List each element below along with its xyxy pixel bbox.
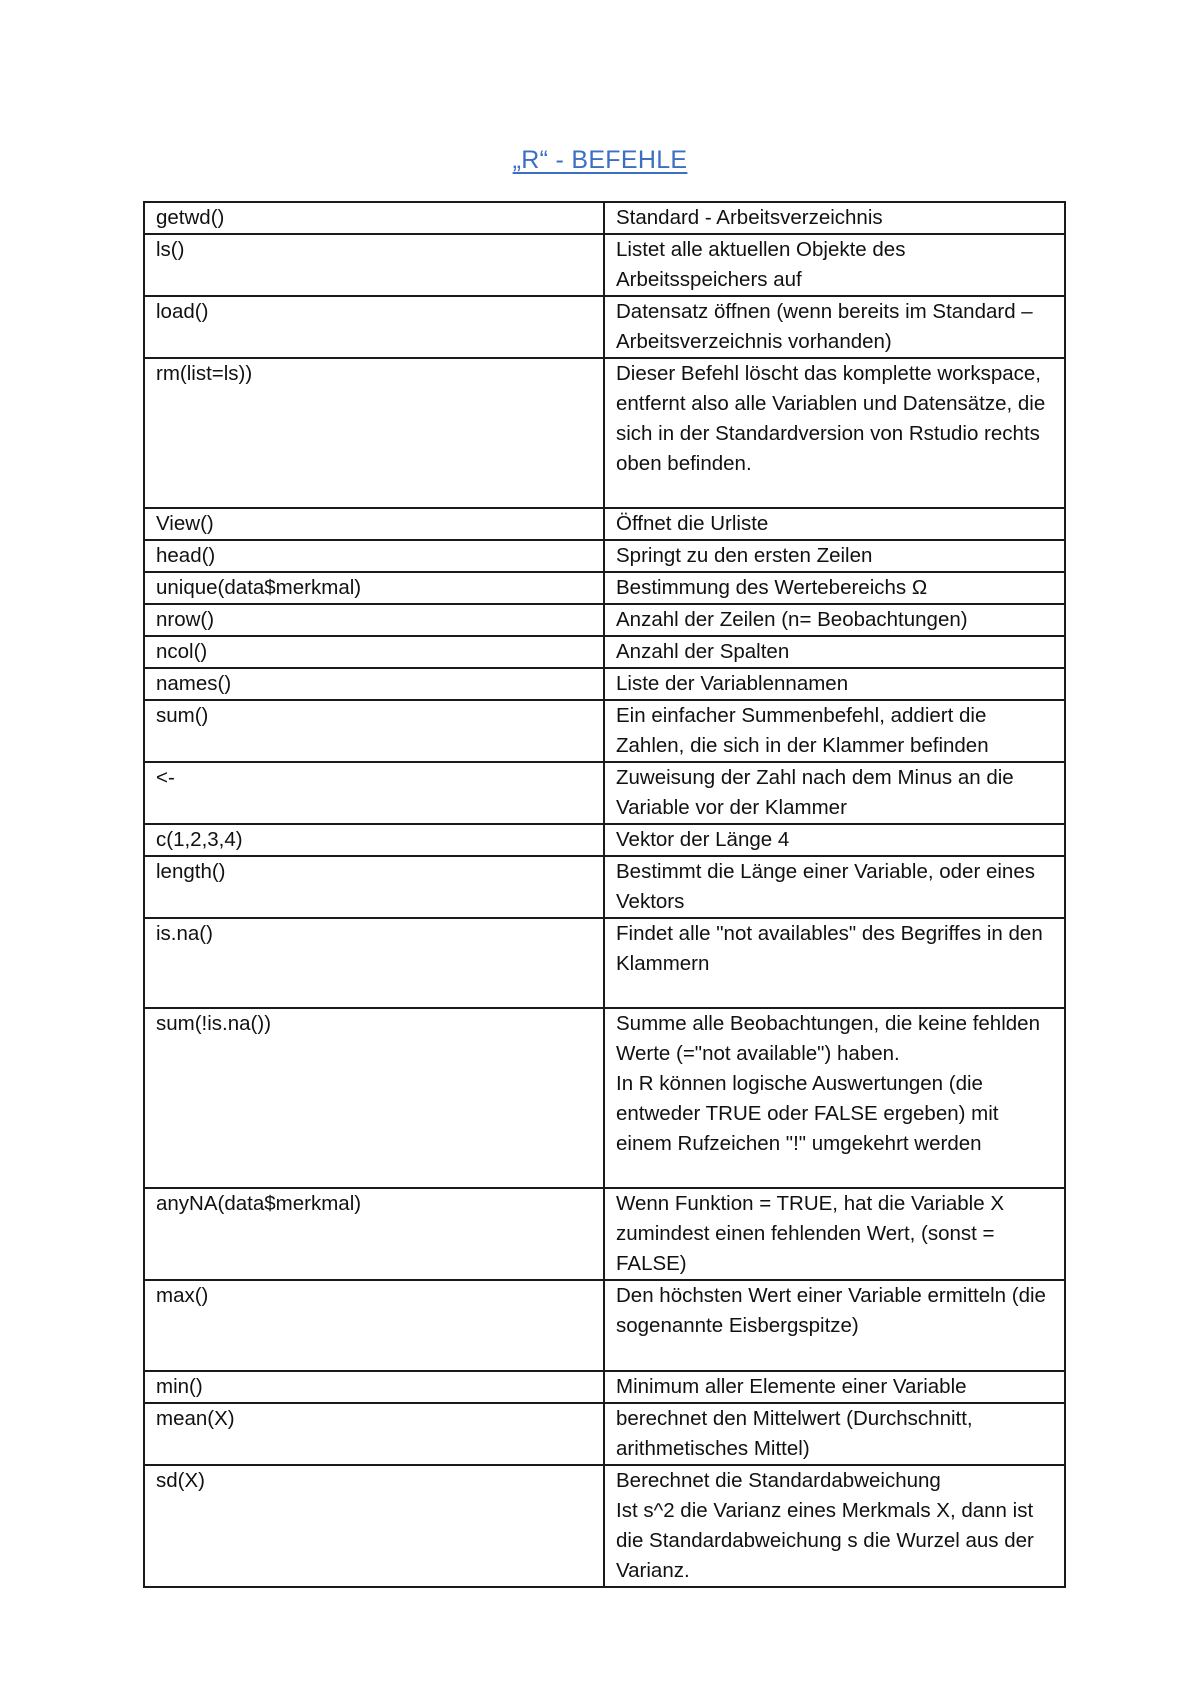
table-row [144, 296, 1065, 358]
description-cell: Minimum aller Elemente einer Variable [604, 1371, 1065, 1403]
description-cell: Wenn Funktion = TRUE, hat die Variable X zumindest einen fehlenden Wert, (sonst = FALSE) [604, 1188, 1065, 1280]
command-cell: getwd() [144, 202, 604, 234]
command-cell: is.na() [144, 918, 604, 1008]
table-row [144, 358, 1065, 508]
description-cell: Datensatz öffnen (wenn bereits im Standard – Arbeitsverzeichnis vorhanden) [604, 296, 1065, 358]
table-row [144, 1188, 1065, 1280]
command-cell: length() [144, 856, 604, 918]
description-cell: Den höchsten Wert einer Variable ermitteln (die sogenannte Eisbergspitze) [604, 1280, 1065, 1371]
description-cell: Standard - Arbeitsverzeichnis [604, 202, 1065, 234]
description-cell: Vektor der Länge 4 [604, 824, 1065, 856]
description-cell: Öffnet die Urliste [604, 508, 1065, 540]
table-row [144, 918, 1065, 1008]
description-cell: Bestimmt die Länge einer Variable, oder eines Vektors [604, 856, 1065, 918]
command-cell: View() [144, 508, 604, 540]
command-cell: anyNA(data$merkmal) [144, 1188, 604, 1280]
table-row [144, 856, 1065, 918]
command-cell: names() [144, 668, 604, 700]
description-cell: Dieser Befehl löscht das komplette workspace, entfernt also alle Variablen und Datensätze, die sich in der Standardversion von Rstudio rechts oben befinden. [604, 358, 1065, 508]
command-cell: <- [144, 762, 604, 824]
table-row [144, 1008, 1065, 1188]
command-cell: unique(data$merkmal) [144, 572, 604, 604]
command-cell: head() [144, 540, 604, 572]
description-cell: Listet alle aktuellen Objekte des Arbeitsspeichers auf [604, 234, 1065, 296]
description-cell: Bestimmung des Wertebereichs Ω [604, 572, 1065, 604]
command-cell: sum(!is.na()) [144, 1008, 604, 1188]
table-row [144, 604, 1065, 636]
command-cell: max() [144, 1280, 604, 1371]
command-cell: c(1,2,3,4) [144, 824, 604, 856]
description-cell: Liste der Variablennamen [604, 668, 1065, 700]
command-cell: nrow() [144, 604, 604, 636]
commands-table [143, 201, 1066, 1588]
description-cell: Anzahl der Spalten [604, 636, 1065, 668]
table-row [144, 762, 1065, 824]
table-row [144, 1371, 1065, 1403]
command-cell: ncol() [144, 636, 604, 668]
table-row [144, 202, 1065, 234]
command-cell: rm(list=ls)) [144, 358, 604, 508]
description-cell: berechnet den Mittelwert (Durchschnitt, arithmetisches Mittel) [604, 1403, 1065, 1465]
table-row [144, 700, 1065, 762]
table-row [144, 572, 1065, 604]
table-row [144, 824, 1065, 856]
description-cell: Summe alle Beobachtungen, die keine fehlden Werte (="not available") haben. In R können logische Auswertungen (die entweder TRUE oder FALSE ergeben) mit einem Rufzeichen "!" umgekehrt werden [604, 1008, 1065, 1188]
table-row [144, 508, 1065, 540]
table-row [144, 1465, 1065, 1587]
command-cell: load() [144, 296, 604, 358]
table-row [144, 1280, 1065, 1371]
description-cell: Findet alle "not availables" des Begriffes in den Klammern [604, 918, 1065, 1008]
command-cell: min() [144, 1371, 604, 1403]
command-cell: sd(X) [144, 1465, 604, 1587]
description-cell: Springt zu den ersten Zeilen [604, 540, 1065, 572]
table-row [144, 234, 1065, 296]
description-cell: Zuweisung der Zahl nach dem Minus an die Variable vor der Klammer [604, 762, 1065, 824]
table-row [144, 1403, 1065, 1465]
table-row [144, 540, 1065, 572]
page-title: „R“ - BEFEHLE [512, 146, 688, 174]
description-cell: Ein einfacher Summenbefehl, addiert die Zahlen, die sich in der Klammer befinden [604, 700, 1065, 762]
description-cell: Anzahl der Zeilen (n= Beobachtungen) [604, 604, 1065, 636]
command-cell: ls() [144, 234, 604, 296]
command-cell: sum() [144, 700, 604, 762]
description-cell: Berechnet die Standardabweichung Ist s^2 die Varianz eines Merkmals X, dann ist die Standardabweichung s die Wurzel aus der Varianz. [604, 1465, 1065, 1587]
table-row [144, 668, 1065, 700]
command-cell: mean(X) [144, 1403, 604, 1465]
table-row [144, 636, 1065, 668]
